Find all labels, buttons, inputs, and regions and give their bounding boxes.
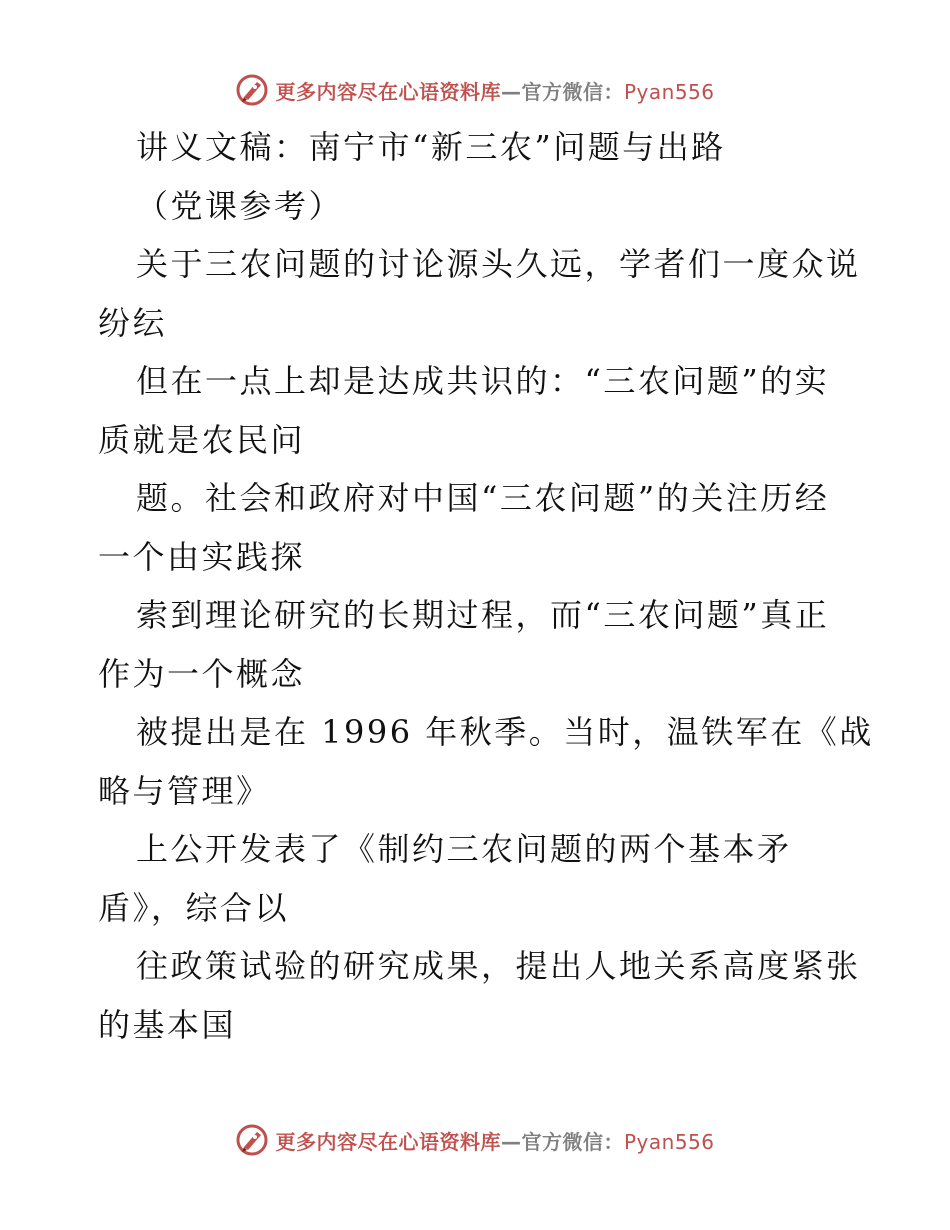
quill-pen-logo-icon xyxy=(235,1123,269,1157)
quill-pen-logo-icon xyxy=(235,73,269,107)
paragraph-line: 索到理论研究的长期过程，而“三农问题”真正 xyxy=(136,596,830,634)
banner-wechat-label: 官方微信： xyxy=(521,1129,624,1154)
footer-banner xyxy=(0,1120,950,1160)
paragraph-line: 略与管理》 xyxy=(98,771,271,810)
paragraph-line: 关于三农问题的讨论源头久远，学者们一度众说 xyxy=(136,245,861,283)
header-banner xyxy=(0,70,950,110)
banner-brand-text: 更多内容尽在心语资料库 xyxy=(275,1129,501,1154)
paragraph-line: 但在一点上却是达成共识的：“三农问题”的实 xyxy=(136,362,830,400)
paragraph-line: 盾》，综合以 xyxy=(98,888,290,927)
document-body xyxy=(98,118,874,1054)
paragraph-line: 题。社会和政府对中国“三农问题”的关注历经 xyxy=(136,479,830,517)
banner-wechat-id: Pyan556 xyxy=(623,1129,715,1154)
paragraph-line: 质就是农民问 xyxy=(98,420,306,459)
paragraph-line: 被提出是在 1996 年秋季。当时，温铁军在《战 xyxy=(136,713,874,751)
banner-brand-text: 更多内容尽在心语资料库 xyxy=(275,79,501,104)
paragraph-line: 一个由实践探 xyxy=(98,537,306,576)
banner-separator: — xyxy=(500,1129,522,1154)
banner-wechat-id: Pyan556 xyxy=(623,79,715,104)
document-subtitle: （党课参考） xyxy=(136,186,344,225)
paragraph-line: 纷纭 xyxy=(98,303,168,342)
paragraph-line: 作为一个概念 xyxy=(98,654,306,693)
paragraph-line: 往政策试验的研究成果，提出人地关系高度紧张 xyxy=(136,947,861,985)
paragraph-line: 的基本国 xyxy=(98,1005,237,1044)
banner-separator: — xyxy=(500,79,522,104)
banner-wechat-label: 官方微信： xyxy=(521,79,624,104)
document-title: 讲义文稿：南宁市“新三农”问题与出路 xyxy=(136,128,726,166)
paragraph-line: 上公开发表了《制约三农问题的两个基本矛 xyxy=(136,830,792,868)
